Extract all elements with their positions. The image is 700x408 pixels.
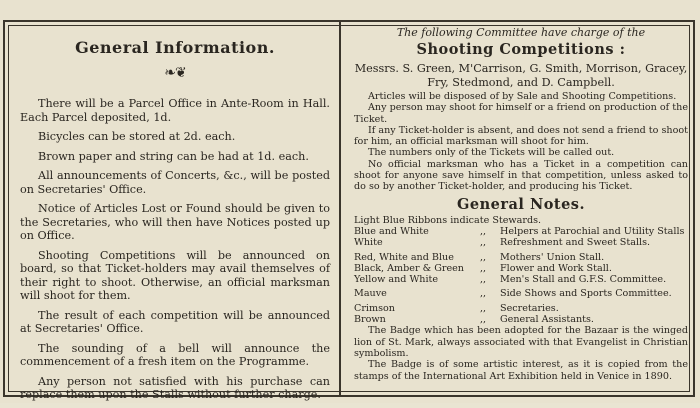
ribbon-note-row [354, 274, 688, 285]
notes-intro: Light Blue Ribbons indicate Stewards. [354, 214, 542, 226]
info-paragraph: There will be a Parcel Office in Ante-Room in Hall. Each Parcel deposited, 1d. [20, 97, 330, 124]
ditto-mark: ,, [479, 302, 487, 314]
shooting-rule: If any Ticket-holder is absent, and does not send a friend to shoot for him, an official marksman will shoot for him. [354, 124, 688, 148]
ribbon-color: Yellow and White [354, 274, 439, 286]
column-divider [339, 22, 341, 395]
ditto-mark: ,, [479, 251, 487, 263]
shooting-competitions-column [354, 26, 688, 382]
info-paragraph: All announcements of Concerts, &c., will be posted on Secretaries' Office. [20, 169, 330, 196]
ribbon-role: Side Shows and Sports Committee. [500, 288, 672, 300]
ribbon-role: Men's Stall and G.F.S. Committee. [500, 274, 667, 286]
ditto-mark: ,, [479, 288, 487, 300]
ribbon-color: Brown [354, 314, 386, 326]
ribbon-color: Mauve [354, 288, 387, 300]
ditto-mark: ,, [479, 237, 487, 249]
ribbon-note-row [354, 252, 688, 263]
info-paragraph: Shooting Competitions will be announced on board, so that Ticket-holders may avail themselves of their right to shoot. Otherwise, an official marksman will shoot for them. [20, 248, 330, 302]
ribbon-color: Crimson [354, 302, 395, 314]
ditto-mark: ,, [479, 314, 487, 326]
ribbon-color: Black, Amber & Green [354, 262, 464, 274]
ditto-mark: ,, [479, 225, 487, 237]
ribbon-note-row [354, 303, 688, 314]
shooting-rule: No official marksman who has a Ticket in a competition can shoot for anyone save himself in that competition, unless asked to do so by another Ticket-holder, and producing his Ticket. [354, 158, 688, 193]
ribbon-role: Secretaries. [500, 302, 559, 314]
ribbon-role: Mothers' Union Stall. [500, 251, 605, 263]
ribbon-role: Flower and Work Stall. [500, 262, 612, 274]
general-notes-title: General Notes. [456, 195, 586, 213]
shooting-rule: Any person may shoot for himself or a friend on production of the Ticket. [354, 102, 688, 125]
ribbon-role: Refreshment and Sweet Stalls. [500, 237, 651, 249]
info-paragraph: The sounding of a bell will announce the commencement of a fresh item on the Programme. [20, 341, 330, 368]
ribbon-note-row [354, 263, 688, 274]
ornament-icon: ❧❦ [164, 65, 186, 81]
ribbon-role: General Assistants. [500, 314, 594, 326]
ribbon-color: Blue and White [354, 225, 429, 237]
info-paragraph: Notice of Articles Lost or Found should be given to the Secretaries, who will then have Notices posted up on Office. [20, 202, 330, 242]
badge-paragraph: The Badge is of some artistic interest, as it is copied from the stamps of the International Art Exhibition held in Venice in 1890. [354, 359, 688, 382]
ribbon-color: Red, White and Blue [354, 251, 454, 263]
committee-names: Messrs. S. Green, M'Carrison, G. Smith, Morrison, Gracey, Fry, Stedmond, and D. Campbell. [354, 62, 688, 89]
ribbon-note-row [354, 237, 688, 248]
general-information-column [20, 30, 330, 408]
info-paragraph: The result of each competition will be announced at Secretaries' Office. [20, 308, 330, 335]
shooting-competitions-title: Shooting Competitions : [416, 41, 626, 58]
ribbon-note-row [354, 226, 688, 237]
committee-subtitle: The following Committee have charge of the [396, 26, 646, 39]
ribbon-note-row [354, 314, 688, 325]
ditto-mark: ,, [479, 274, 487, 286]
ribbon-note-row [354, 288, 688, 299]
ribbon-role: Helpers at Parochial and Utility Stalls [500, 225, 685, 237]
ribbon-color: White [354, 237, 383, 249]
info-paragraph: Bicycles can be stored at 2d. each. [38, 130, 236, 143]
shooting-rule: Articles will be disposed of by Sale and Shooting Competitions. [368, 91, 677, 102]
ditto-mark: ,, [479, 262, 487, 274]
info-paragraph: Any person not satisfied with his purchase can replace them upon the Stalls without further charge. [20, 374, 330, 401]
info-paragraph: Brown paper and string can be had at 1d. each. [38, 149, 309, 163]
badge-paragraph: The Badge which has been adopted for the Bazaar is the winged lion of St. Mark, always associated with that Evangelist in Christian symbolism. [354, 325, 688, 359]
shooting-rule: The numbers only of the Tickets will be called out. [368, 147, 615, 159]
general-information-title: General Information. [75, 38, 275, 57]
